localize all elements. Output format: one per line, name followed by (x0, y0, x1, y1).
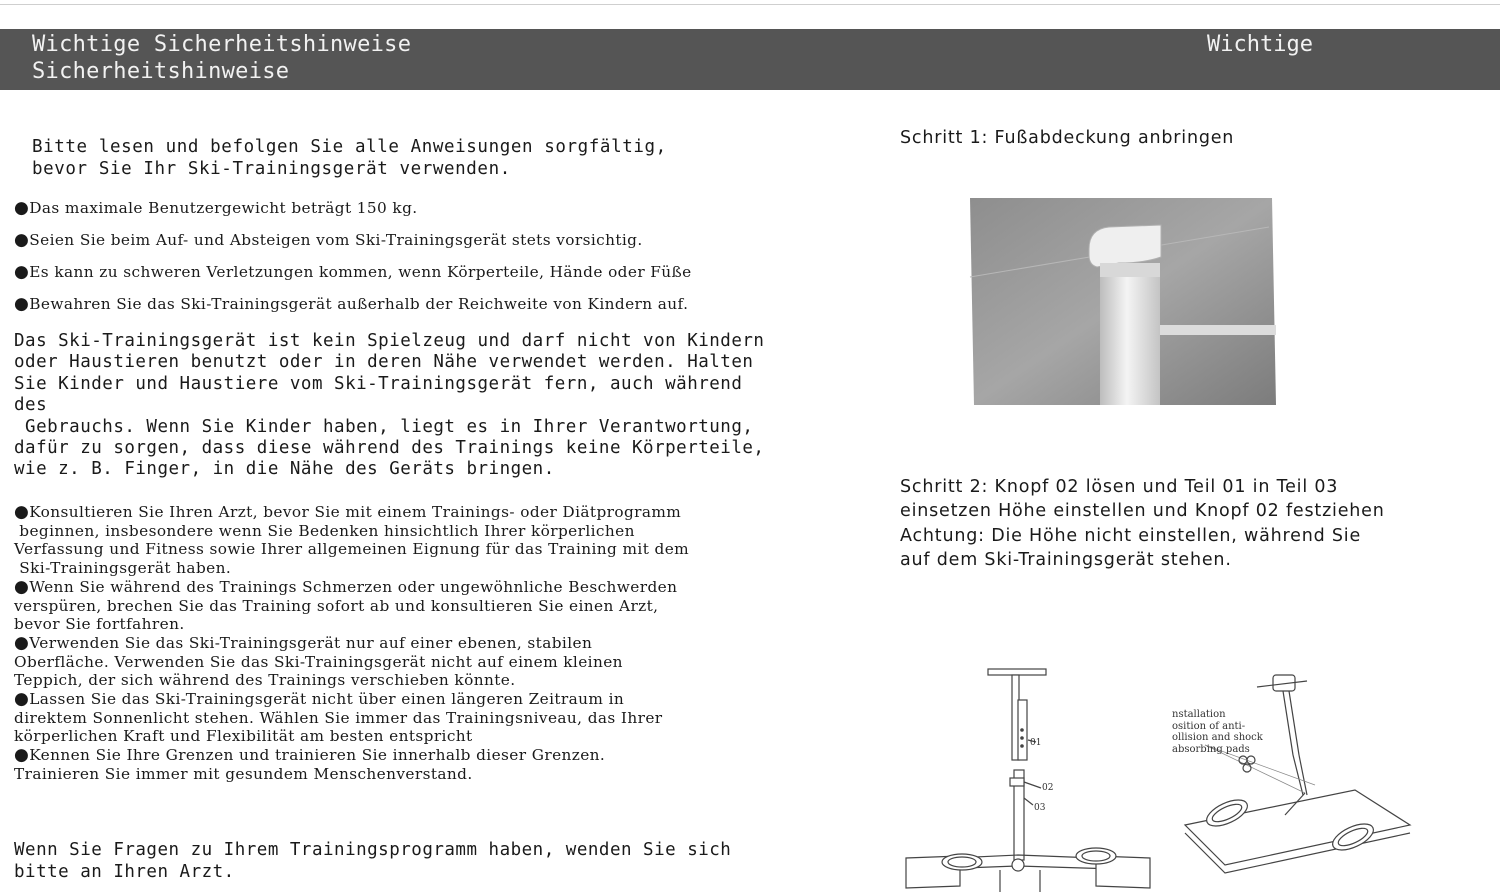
bullet-dot-icon: ● (14, 745, 30, 766)
top-rule (0, 4, 1500, 5)
children-warning-paragraph (14, 331, 774, 481)
part-label-02: 02 (1042, 783, 1054, 793)
bullet-dot-icon: ● (14, 576, 30, 597)
bullet-text: Das maximale Benutzergewicht beträgt 150 kg. (29, 199, 418, 217)
intro-text (32, 136, 672, 180)
paragraph-line: Gebrauchs. Wenn Sie Kinder haben, liegt es in Ihrer Verantwortung, (14, 416, 754, 437)
bullet-dot-icon: ● (14, 230, 30, 250)
bullet-item (14, 690, 774, 746)
bullet-line: verspüren, brechen Sie das Training sofort ab und konsultieren Sie einen Arzt, (14, 596, 659, 615)
bullet-dot-icon: ● (14, 632, 30, 653)
part-label-01: 01 (1030, 738, 1042, 748)
bullet-line: beginnen, insbesondere wenn Sie Bedenken hinsichtlich Ihrer körperlichen (14, 521, 635, 540)
header-right-title: Wichtige (1207, 32, 1313, 57)
bullet-dot-icon: ● (14, 262, 30, 282)
bullet-line: ●Wenn Sie während des Trainings Schmerzen oder ungewöhnliche Beschwerden (14, 576, 678, 597)
paragraph-line: wie z. B. Finger, in die Nähe des Geräts bringen. (14, 459, 555, 480)
bullet-item (14, 192, 774, 224)
bullet-line: ●Kennen Sie Ihre Grenzen und trainieren Sie innerhalb dieser Grenzen. (14, 745, 606, 766)
safety-bullets-bottom (14, 503, 774, 784)
height-adjust-diagram (900, 660, 1160, 895)
bullet-item (14, 256, 774, 288)
bullet-line: Verfassung und Fitness sowie Ihrer allgemeinen Eignung für das Training mit dem (14, 540, 690, 559)
safety-bullets-top (14, 192, 774, 320)
bullet-line: ●Konsultieren Sie Ihren Arzt, bevor Sie mit einem Trainings- oder Diätprogramm (14, 502, 682, 522)
paragraph-line: Das Ski-Trainingsgerät ist kein Spielzeug und darf nicht von Kindern (14, 331, 765, 351)
step-2-line: auf dem Ski-Trainingsgerät stehen. (900, 549, 1232, 570)
bullet-line: bevor Sie fortfahren. (14, 615, 185, 634)
bullet-text: Seien Sie beim Auf- und Absteigen vom Ski-Trainingsgerät stets vorsichtig. (29, 231, 643, 249)
paragraph-line: oder Haustieren benutzt oder in deren Nähe verwendet werden. Halten (14, 352, 754, 373)
bullet-dot-icon: ● (14, 689, 30, 710)
closing-line: bitte an Ihren Arzt. (14, 861, 235, 882)
bullet-line: ●Verwenden Sie das Ski-Trainingsgerät nur auf einer ebenen, stabilen (14, 632, 593, 653)
bullet-item (14, 288, 774, 320)
shock-pad-diagram (1165, 665, 1415, 890)
page-title: Wichtige Sicherheitshinweise Sicherheitshinweise (32, 32, 412, 84)
closing-line: Wenn Sie Fragen zu Ihrem Trainingsprogramm haben, wenden Sie sich (14, 840, 732, 860)
part-label-03: 03 (1034, 803, 1046, 813)
bullet-item (14, 224, 774, 256)
bullet-line: ●Lassen Sie das Ski-Trainingsgerät nicht über einen längeren Zeitraum in (14, 689, 625, 710)
step-1-heading: Schritt 1: Fußabdeckung anbringen (900, 128, 1235, 148)
step-2-line: einsetzen Höhe einstellen und Knopf 02 festziehen (900, 501, 1385, 522)
paragraph-line: Sie Kinder und Haustiere vom Ski-Trainingsgerät fern, auch während des (14, 373, 743, 416)
bullet-line: Ski-Trainingsgerät haben. (14, 559, 232, 578)
bullet-dot-icon: ● (14, 502, 30, 522)
header-bar (0, 29, 1500, 90)
paragraph-line: dafür zu sorgen, dass diese während des Trainings keine Körperteile, (14, 438, 765, 459)
step-2-instructions (900, 475, 1460, 572)
step-2-line: Schritt 2: Knopf 02 lösen und Teil 01 in Teil 03 (900, 477, 1339, 497)
bullet-text: Es kann zu schweren Verletzungen kommen, wenn Körperteile, Hände oder Füße (29, 263, 692, 281)
bullet-item (14, 503, 774, 578)
bullet-line: Teppich, der sich während des Trainings verschieben könnte. (14, 671, 516, 690)
bullet-item (14, 746, 774, 783)
step-2-line: Achtung: Die Höhe nicht einstellen, während Sie (900, 525, 1362, 546)
bullet-line: Oberfläche. Verwenden Sie das Ski-Trainingsgerät nicht auf einem kleinen (14, 652, 623, 671)
bullet-line: Trainieren Sie immer mit gesundem Menschenverstand. (14, 764, 473, 783)
bullet-item (14, 578, 774, 634)
intro-line: bevor Sie Ihr Ski-Trainingsgerät verwenden. (32, 159, 511, 179)
bullet-line: körperlichen Kraft und Flexibilität am besten entspricht (14, 727, 473, 746)
bullet-line: direktem Sonnenlicht stehen. Wählen Sie immer das Trainingsniveau, das Ihrer (14, 708, 663, 727)
bullet-text: Bewahren Sie das Ski-Trainingsgerät außerhalb der Reichweite von Kindern auf. (29, 295, 689, 313)
bullet-dot-icon: ● (14, 198, 30, 218)
bullet-dot-icon: ● (14, 294, 30, 314)
intro-line: Bitte lesen und befolgen Sie alle Anweisungen sorgfältig, (32, 137, 667, 157)
foot-cover-photo (969, 197, 1276, 406)
closing-text (14, 840, 754, 883)
bullet-item (14, 634, 774, 690)
installation-note: nstallation osition of anti- ollision and shock absorbing pads (1172, 709, 1263, 755)
